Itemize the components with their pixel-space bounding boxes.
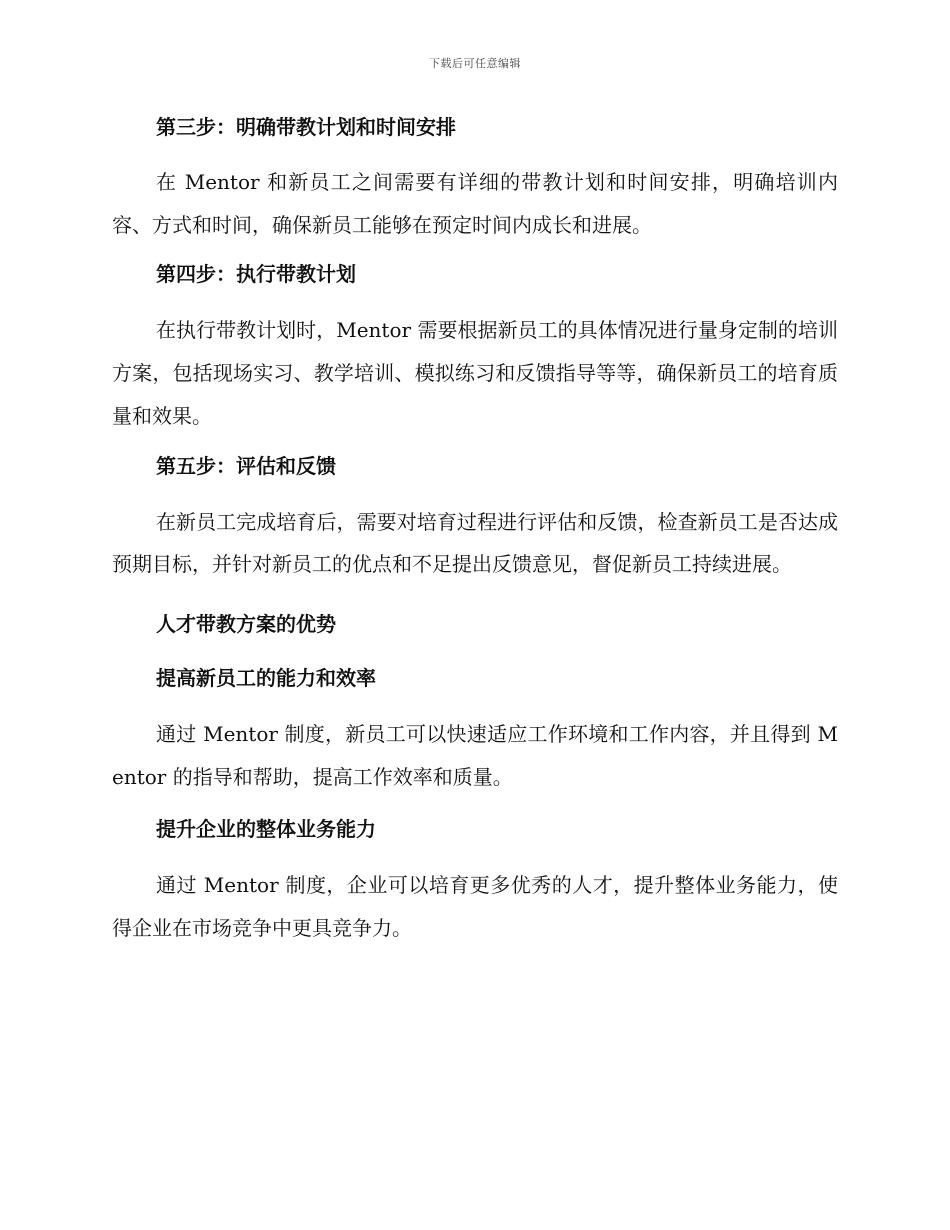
section-heading-step5: 第五步：评估和反馈 (156, 453, 336, 478)
document-body (112, 110, 838, 950)
page-header-note: 下载后可任意编辑 (429, 57, 521, 70)
paragraph-step5: 在新员工完成培育后，需要对培育过程进行评估和反馈，检查新员工是否达成预期目标，并针对新员工的优点和不足提出反馈意见，督促新员工持续进展。 (112, 509, 838, 577)
paragraph-improve-efficiency: 通过 Mentor 制度，新员工可以快速适应工作环境和工作内容，并且得到 Mentor 的指导和帮助，提高工作效率和质量。 (112, 721, 838, 789)
paragraph-step4: 在执行带教计划时，Mentor 需要根据新员工的具体情况进行量身定制的培训方案，包括现场实习、教学培训、模拟练习和反馈指导等等，确保新员工的培育质量和效果。 (112, 318, 838, 428)
subheading-improve-efficiency: 提高新员工的能力和效率 (156, 665, 376, 690)
paragraph-business-capability: 通过 Mentor 制度，企业可以培育更多优秀的人才，提升整体业务能力，使得企业在市场竞争中更具竞争力。 (112, 873, 838, 941)
subheading-business-capability: 提升企业的整体业务能力 (156, 817, 376, 842)
paragraph-step3: 在 Mentor 和新员工之间需要有详细的带教计划和时间安排，明确培训内容、方式和时间，确保新员工能够在预定时间内成长和进展。 (112, 170, 838, 237)
section-heading-advantages: 人才带教方案的优势 (156, 611, 336, 636)
section-heading-step3: 第三步：明确带教计划和时间安排 (156, 115, 456, 139)
section-heading-step4: 第四步：执行带教计划 (156, 262, 356, 287)
